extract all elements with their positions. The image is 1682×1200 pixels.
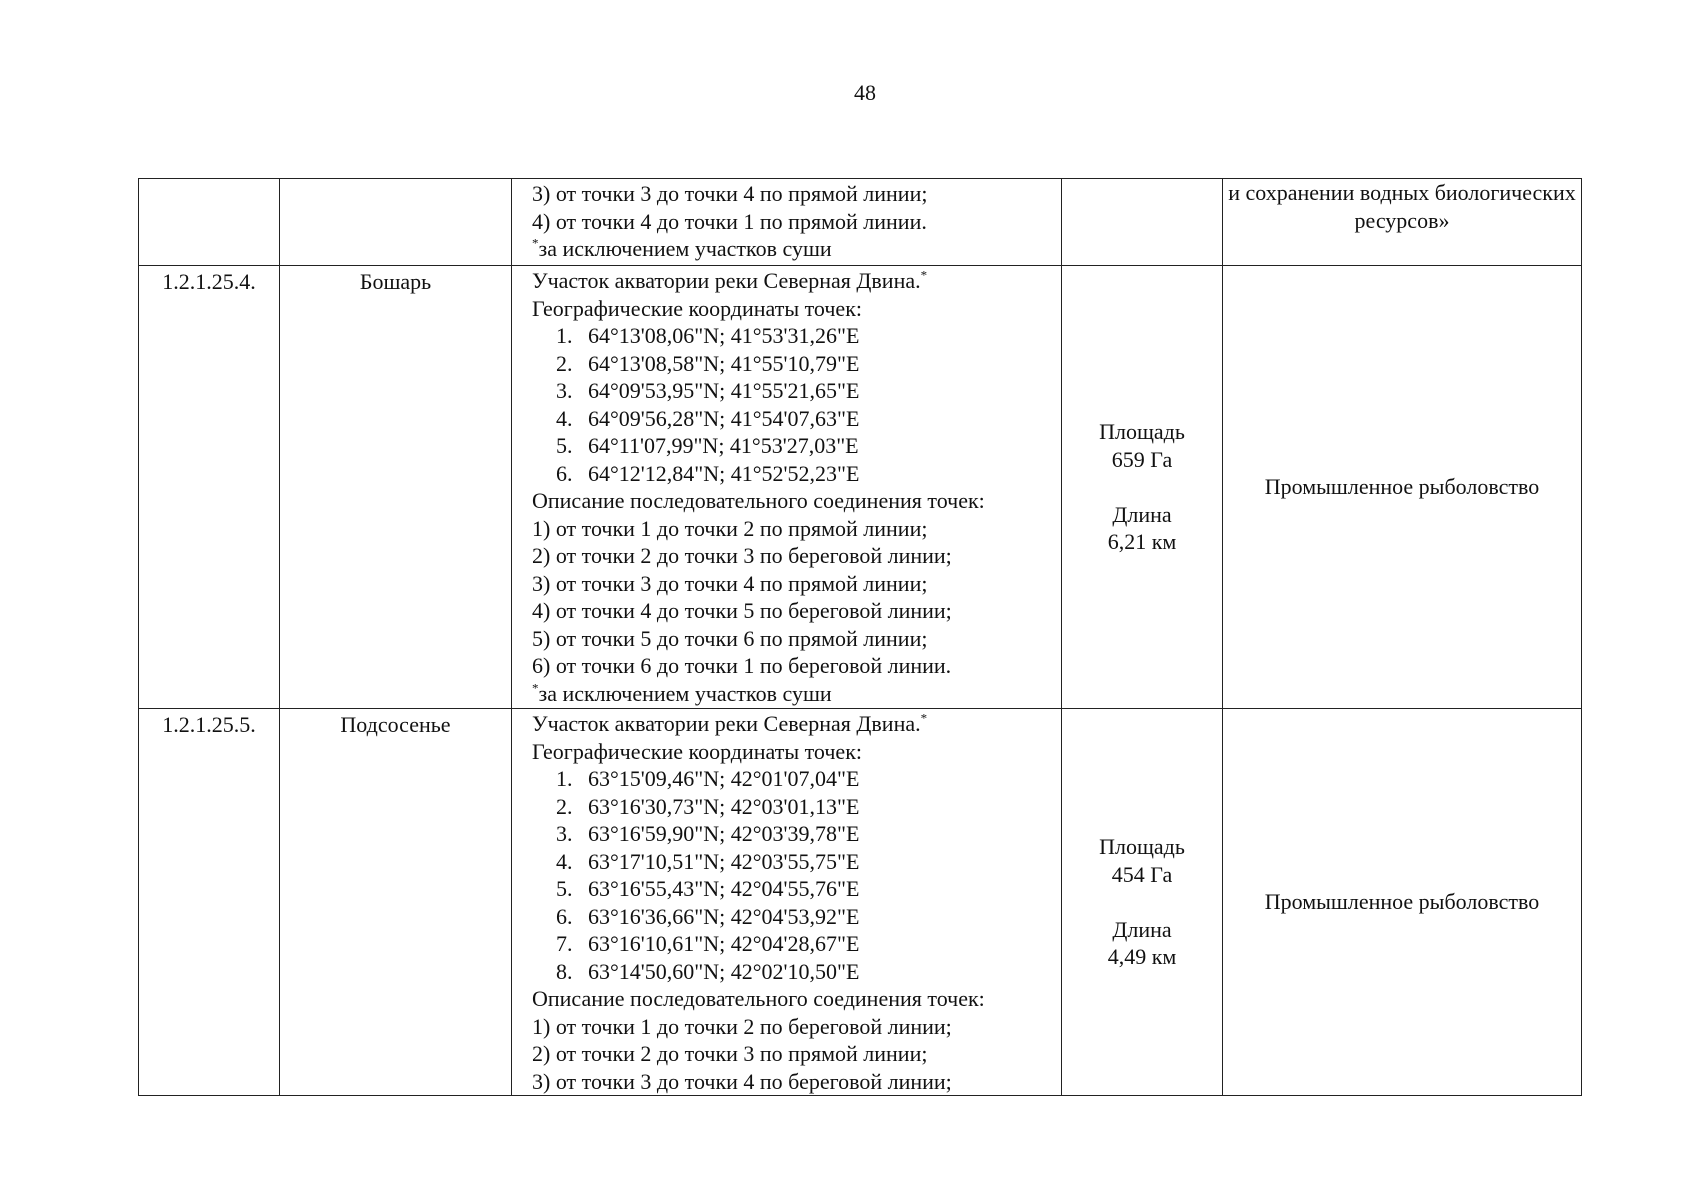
coordinate-item: 1. 63°15'09,46"N; 42°01'07,04"E: [556, 766, 860, 791]
area-use-cell: и сохранении водных биологических ресурсов»: [1223, 179, 1582, 266]
table-row: [139, 709, 1582, 1096]
page-number: 48: [854, 80, 876, 105]
coordinate-item: 6. 64°12'12,84"N; 41°52'52,23"E: [556, 460, 860, 486]
coords-label: Географические координаты точек:: [532, 738, 862, 764]
connection-line: 3) от точки 3 до точки 4 по береговой линии;: [532, 1068, 952, 1094]
connection-line: 4) от точки 4 до точки 1 по прямой линии.: [532, 208, 927, 234]
coordinate-item: 2. 64°13'08,58"N; 41°55'10,79"E: [556, 350, 860, 376]
coordinate-item: 3. 64°09'53,95"N; 41°55'21,65"E: [556, 378, 860, 403]
area-label: Площадь: [1099, 419, 1185, 445]
connections-label: Описание последовательного соединения точек:: [532, 986, 985, 1011]
length-value: 6,21 км: [1107, 529, 1177, 555]
area-label: Площадь: [1099, 834, 1185, 860]
connections-label: Описание последовательного соединения точек:: [532, 488, 985, 513]
coordinate-item: 4. 64°09'56,28"N; 41°54'07,63"E: [556, 405, 860, 431]
area-use-cell: Промышленное рыболовство: [1223, 709, 1582, 1096]
coordinate-item: 8. 63°14'50,60"N; 42°02'10,50"E: [556, 958, 860, 984]
area-size-cell: [1062, 709, 1223, 1096]
area-intro: Участок акватории реки Северная Двина.*: [532, 710, 928, 736]
row-number-cell: [139, 179, 280, 266]
coords-label: Географические координаты точек:: [532, 295, 862, 321]
area-value: 454 Га: [1111, 861, 1173, 887]
area-size-cell: [1062, 266, 1223, 709]
area-use-cell: Промышленное рыболовство: [1223, 266, 1582, 709]
connection-line: 3) от точки 3 до точки 4 по прямой линии;: [532, 181, 928, 206]
length-value: 4,49 км: [1107, 944, 1177, 970]
area-name-cell: Бошарь: [280, 266, 512, 709]
coordinate-item: 5. 63°16'55,43"N; 42°04'55,76"E: [556, 876, 860, 901]
coordinate-item: 4. 63°17'10,51"N; 42°03'55,75"E: [556, 848, 860, 874]
area-name-cell: [280, 179, 512, 266]
table-row: [139, 179, 1582, 266]
connection-line: 4) от точки 4 до точки 5 по береговой линии;: [532, 598, 952, 623]
coordinate-list: [532, 765, 1057, 985]
connection-line: 2) от точки 2 до точки 3 по береговой линии;: [532, 543, 952, 568]
area-description-cell: [512, 266, 1062, 709]
coordinate-list: [532, 322, 1057, 487]
coordinate-item: 5. 64°11'07,99"N; 41°53'27,03"E: [556, 433, 859, 458]
area-value: 659 Га: [1111, 446, 1173, 472]
table-row: [139, 266, 1582, 709]
length-label: Длина: [1112, 501, 1172, 527]
coordinate-item: 1. 64°13'08,06"N; 41°53'31,26"E: [556, 323, 860, 348]
area-description-cell: [512, 179, 1062, 266]
coordinate-item: 7. 63°16'10,61"N; 42°04'28,67"E: [556, 931, 860, 956]
footnote: *за исключением участков суши: [532, 235, 832, 261]
connection-line: 5) от точки 5 до точки 6 по прямой линии;: [532, 625, 928, 651]
area-description-cell: [512, 709, 1062, 1096]
area-size-cell: [1062, 179, 1223, 266]
area-name-cell: Подсосенье: [280, 709, 512, 1096]
row-number-cell: 1.2.1.25.5.: [139, 709, 280, 1096]
coordinate-item: 6. 63°16'36,66"N; 42°04'53,92"E: [556, 903, 860, 929]
connection-line: 6) от точки 6 до точки 1 по береговой линии.: [532, 653, 952, 678]
row-number-cell: 1.2.1.25.4.: [139, 266, 280, 709]
fishing-areas-table: [138, 178, 1582, 1096]
connection-line: 2) от точки 2 до точки 3 по прямой линии;: [532, 1041, 928, 1066]
coordinate-item: 3. 63°16'59,90"N; 42°03'39,78"E: [556, 821, 860, 846]
length-label: Длина: [1112, 916, 1172, 942]
connection-line: 3) от точки 3 до точки 4 по прямой линии;: [532, 570, 928, 596]
footnote: *за исключением участков суши: [532, 680, 832, 706]
connection-line: 1) от точки 1 до точки 2 по прямой линии;: [532, 515, 928, 541]
coordinate-item: 2. 63°16'30,73"N; 42°03'01,13"E: [556, 793, 860, 819]
connection-line: 1) от точки 1 до точки 2 по береговой линии;: [532, 1013, 952, 1039]
area-intro: Участок акватории реки Северная Двина.*: [532, 267, 928, 293]
